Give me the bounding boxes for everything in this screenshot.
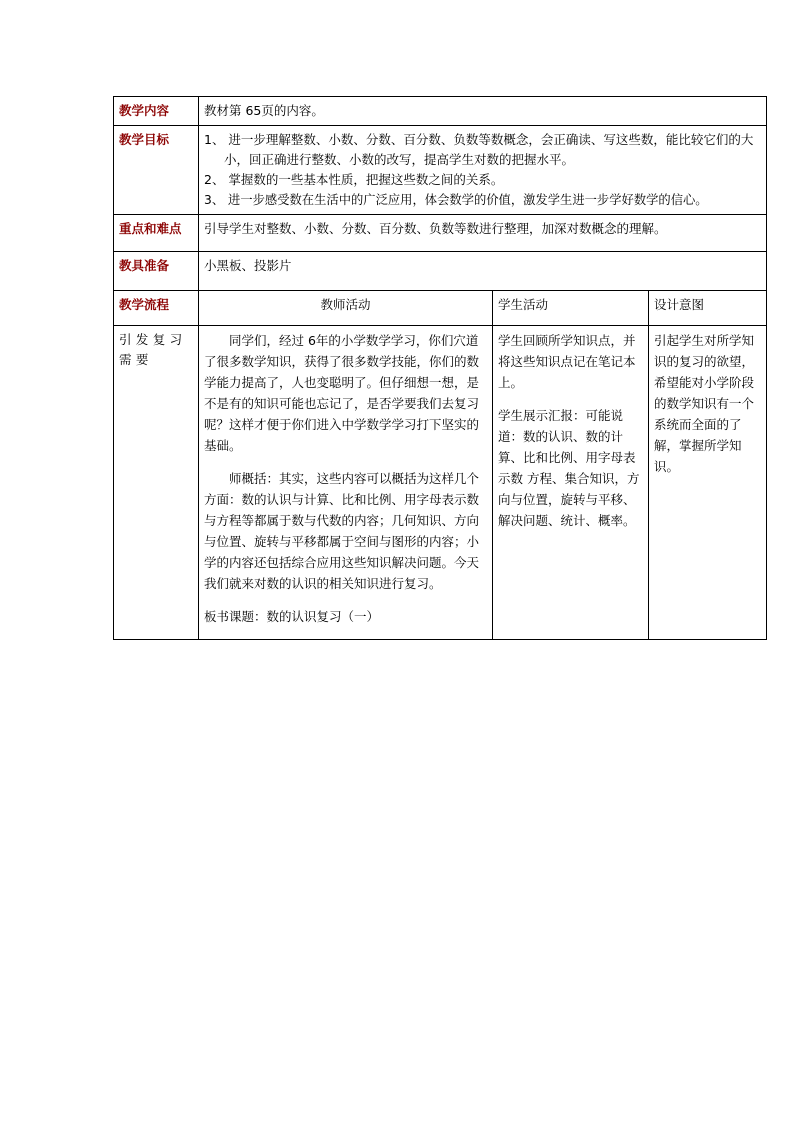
teacher-paragraph: 同学们，经过 6年的小学数学学习，你们穴道了很多数学知识，获得了很多数学技能，你们的数学能力提高了，人也变聪明了。但仔细想一想，是不是有的知识可能也忘记了，是否学要我们去复习呢？这样才便于你们进入中学数学学习打下坚实的基础。 xyxy=(204,333,480,453)
design-intent: 引起学生对所学知识的复习的欲望，希望能对小学阶段的数学知识有一个系统而全面的了解，掌握所学知识。 xyxy=(649,326,767,640)
student-paragraph: 学生展示汇报：可能说道：数的认识、数的计算、比和比例、用字母表示数 方程、集合知识，方向与位置，旋转与平移、解决问题、统计、概率。 xyxy=(498,408,640,528)
value-goals xyxy=(199,126,767,215)
goal-item: 2、 掌握数的一些基本性质，把握这些数之间的关系。 xyxy=(204,172,504,187)
teacher-paragraph: 师概括：其实，这些内容可以概括为这样几个方面：数的认识与计算、比和比例、用字母表示数与方程等都属于数与代数的内容；几何知识、方向与位置、旋转与平移都属于空间与图形的内容；小学的内容还包括综合应用这些知识解决问题。今天我们就来对数的认识的相关知识进行复习。 xyxy=(204,471,480,591)
row-flow-header xyxy=(114,291,767,326)
header-student: 学生活动 xyxy=(493,291,649,326)
value-key-points: 引导学生对整数、小数、分数、百分数、负数等数进行整理，加深对数概念的理解。 xyxy=(199,215,767,252)
student-paragraph: 学生回顾所学知识点，并将这些知识点记在笔记本上。 xyxy=(498,333,636,390)
row-flow-step xyxy=(114,326,767,640)
label-key-points: 重点和难点 xyxy=(114,215,199,252)
label-goals: 教学目标 xyxy=(114,126,199,215)
goal-item: 1、 进一步理解整数、小数、分数、百分数、负数等数概念，会正确读、写这些数，能比较它们的大小，回正确进行整数、小数的改写，提高学生对数的把握水平。 xyxy=(204,132,754,167)
header-teacher: 教师活动 xyxy=(199,291,493,326)
student-activity xyxy=(493,326,649,640)
label-tools: 教具准备 xyxy=(114,252,199,291)
label-content: 教学内容 xyxy=(114,97,199,126)
label-flow: 教学流程 xyxy=(114,291,199,326)
row-key-points xyxy=(114,215,767,252)
row-content xyxy=(114,97,767,126)
row-goals xyxy=(114,126,767,215)
flow-step-label-text: 引发复习需要 xyxy=(119,332,187,367)
header-design: 设计意图 xyxy=(649,291,767,326)
goal-item: 3、 进一步感受数在生活中的广泛应用，体会数学的价值，激发学生进一步学好数学的信心。 xyxy=(204,193,708,207)
flow-step-label xyxy=(114,326,199,640)
lesson-plan-table xyxy=(113,96,767,640)
board-title: 板书课题：数的认识复习（一） xyxy=(204,609,380,624)
value-tools: 小黑板、投影片 xyxy=(199,252,767,291)
value-content: 教材第 65页的内容。 xyxy=(199,97,767,126)
row-tools xyxy=(114,252,767,291)
teacher-activity xyxy=(199,326,493,640)
